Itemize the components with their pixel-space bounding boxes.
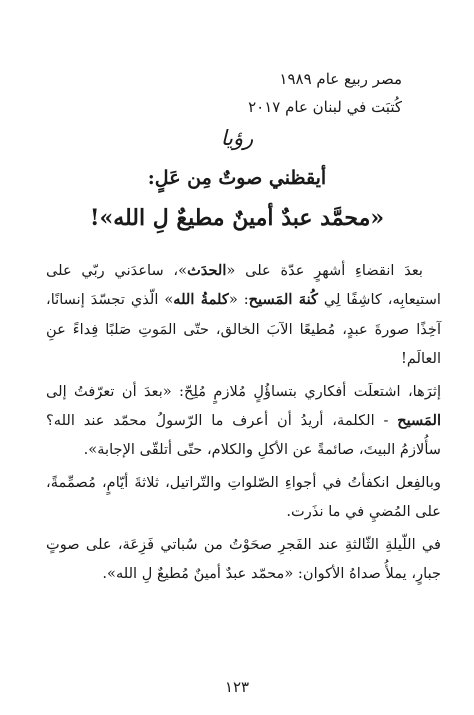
- place-date-line: مصر ربيع عام ١٩٨٩: [279, 70, 402, 88]
- emphasis-text: كلمةُ الله: [173, 291, 229, 309]
- page-number: ١٢٣: [224, 678, 250, 696]
- paragraph-text: بعدَ انقضاءِ أشهرٍ عدّة على «: [226, 262, 423, 279]
- headline-quote: «محمَّد عبدٌ أمينٌ مطيعٌ لِ الله»!: [89, 205, 385, 231]
- emphasis-text: المَسيح: [397, 412, 441, 430]
- emphasis-text: كُنهَ المَسيح: [248, 291, 318, 309]
- written-note-line: كُتبَت في لبنان عام ٢٠١٧: [248, 98, 402, 116]
- paragraph-text: : «: [228, 291, 249, 309]
- paragraph-text: وبالفِعل انكفأتُ في أجواءِ الصّلواتِ والتّراتيل، ثلاثةَ أيّامٍ، مُصمِّمةً، على المُضيِ في ما نذَرت.: [46, 473, 441, 521]
- paragraph-4: [46, 530, 441, 589]
- emphasis-text: الحدَث: [187, 262, 227, 279]
- paragraph-text: في اللّيلةِ الثّالثةِ عند الفَجرِ صحَوْتُ من سُباتي فَزِعَة، على صوتٍ جبارٍ، يملأُ صداهُ الأكوان: «محمّد عبدٌ أمينٌ مُطيعٌ لِ الله».: [46, 535, 441, 583]
- paragraph-3: [46, 468, 441, 527]
- section-title: رؤيا: [220, 126, 254, 150]
- subtitle: أيقظني صوتٌ مِن عَلٍ:: [147, 167, 327, 189]
- body-text: [46, 256, 441, 591]
- paragraph-2: [46, 377, 441, 465]
- paragraph-1: [46, 256, 441, 374]
- paragraph-text: - الكلمة، أريدُ أن أعرف ما الرّسولُ محمّد عند الله؟ سأُلازمُ البيتَ، صائمةً عن الأكلِ والكلام، حتّى أتلقّى الإجابة».: [46, 412, 441, 459]
- paragraph-text: إثرَها، اشتعلَت أفكاري بتساؤُلٍ مُلازمٍ مُلِحّ: «بعدَ أن تعرّفتُ إلى: [46, 382, 441, 400]
- paragraph-text: » الّذي تجسّدَ إنسانًا، آخِذًا صورةَ عبدٍ، مُطيعًا الآبَ الخالق، حتّى المَوتِ صَلبًا فِداءً عنِ العالَم!: [46, 291, 441, 368]
- paragraph-text: »، ساعدَني ربّي على استيعابِه، كاشِفًا لِي: [46, 262, 441, 309]
